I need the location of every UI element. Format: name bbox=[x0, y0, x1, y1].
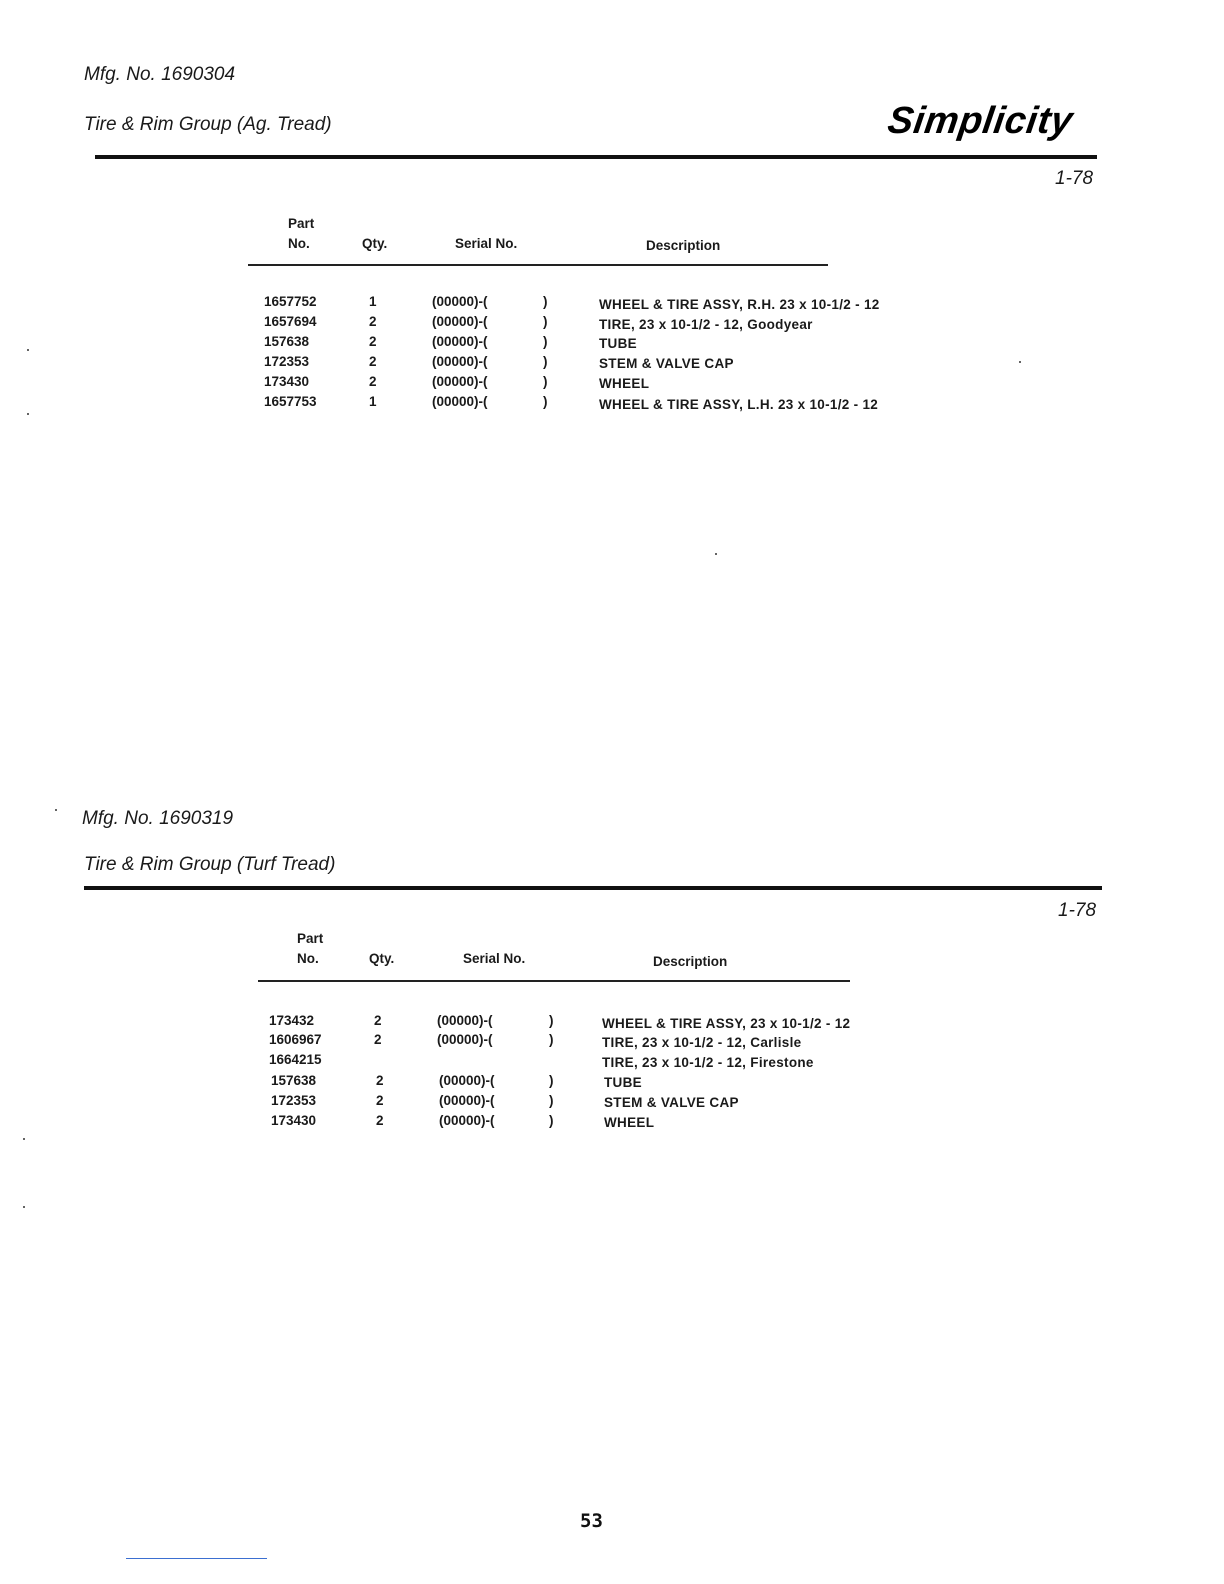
part-number: 173432 bbox=[269, 1013, 315, 1028]
serial-to: ) bbox=[549, 1113, 554, 1128]
date-code: 1-78 bbox=[1058, 900, 1097, 921]
serial-to: ) bbox=[543, 354, 548, 369]
quantity: 2 bbox=[374, 1013, 382, 1028]
description: TIRE, 23 x 10-1/2 - 12, Goodyear bbox=[599, 317, 813, 332]
col-part-line1: Part bbox=[288, 216, 315, 231]
serial-from: (00000)-( bbox=[439, 1073, 495, 1088]
serial-to: ) bbox=[543, 374, 548, 389]
description: TIRE, 23 x 10-1/2 - 12, Firestone bbox=[602, 1055, 814, 1070]
quantity: 2 bbox=[374, 1032, 382, 1047]
serial-from: (00000)-( bbox=[432, 374, 488, 389]
date-code: 1-78 bbox=[1055, 168, 1094, 189]
part-number: 1657753 bbox=[264, 394, 317, 409]
scan-speck bbox=[23, 1206, 25, 1208]
column-rule bbox=[258, 980, 850, 982]
description: WHEEL & TIRE ASSY, 23 x 10-1/2 - 12 bbox=[602, 1016, 851, 1031]
header-rule bbox=[84, 886, 1102, 890]
mfg-number: Mfg. No. 1690319 bbox=[82, 808, 234, 829]
quantity: 2 bbox=[376, 1073, 384, 1088]
serial-to: ) bbox=[543, 314, 548, 329]
part-number: 1664215 bbox=[269, 1052, 322, 1067]
column-rule bbox=[248, 264, 828, 266]
col-part-line2: No. bbox=[288, 236, 310, 251]
serial-to: ) bbox=[549, 1093, 554, 1108]
serial-from: (00000)-( bbox=[439, 1113, 495, 1128]
col-part-line1: Part bbox=[297, 931, 324, 946]
scan-speck bbox=[27, 349, 29, 351]
quantity: 1 bbox=[369, 394, 377, 409]
scan-speck bbox=[1019, 361, 1021, 363]
part-number: 1606967 bbox=[269, 1032, 322, 1047]
part-number: 172353 bbox=[271, 1093, 317, 1108]
mfg-number: Mfg. No. 1690304 bbox=[84, 64, 236, 85]
serial-from: (00000)-( bbox=[439, 1093, 495, 1108]
serial-to: ) bbox=[549, 1013, 554, 1028]
quantity: 2 bbox=[369, 374, 377, 389]
serial-from: (00000)-( bbox=[432, 354, 488, 369]
scan-speck bbox=[27, 413, 29, 415]
col-part-line2: No. bbox=[297, 951, 319, 966]
description: TUBE bbox=[599, 336, 637, 351]
serial-from: (00000)-( bbox=[432, 294, 488, 309]
col-serial: Serial No. bbox=[455, 236, 518, 251]
description: WHEEL bbox=[599, 376, 650, 391]
scan-speck bbox=[715, 553, 717, 555]
description: TUBE bbox=[604, 1075, 642, 1090]
col-qty: Qty. bbox=[362, 236, 388, 251]
serial-from: (00000)-( bbox=[437, 1013, 493, 1028]
serial-from: (00000)-( bbox=[437, 1032, 493, 1047]
group-title: Tire & Rim Group (Ag. Tread) bbox=[84, 114, 332, 135]
col-qty: Qty. bbox=[369, 951, 395, 966]
part-number: 157638 bbox=[271, 1073, 317, 1088]
description: TIRE, 23 x 10-1/2 - 12, Carlisle bbox=[602, 1035, 802, 1050]
serial-to: ) bbox=[543, 334, 548, 349]
part-number: 172353 bbox=[264, 354, 310, 369]
header-rule bbox=[95, 155, 1097, 159]
col-serial: Serial No. bbox=[463, 951, 526, 966]
part-number: 173430 bbox=[271, 1113, 317, 1128]
description: WHEEL & TIRE ASSY, L.H. 23 x 10-1/2 - 12 bbox=[599, 397, 879, 412]
brand-logo: Simplicity bbox=[885, 100, 1076, 142]
col-description: Description bbox=[646, 238, 721, 253]
description: WHEEL bbox=[604, 1115, 655, 1130]
quantity: 2 bbox=[369, 334, 377, 349]
description: WHEEL & TIRE ASSY, R.H. 23 x 10-1/2 - 12 bbox=[599, 297, 880, 312]
col-description: Description bbox=[653, 954, 728, 969]
serial-to: ) bbox=[543, 394, 548, 409]
quantity: 2 bbox=[376, 1113, 384, 1128]
serial-from: (00000)-( bbox=[432, 314, 488, 329]
part-number: 1657694 bbox=[264, 314, 317, 329]
description: STEM & VALVE CAP bbox=[604, 1095, 739, 1110]
part-number: 173430 bbox=[264, 374, 310, 389]
quantity: 2 bbox=[376, 1093, 384, 1108]
description: STEM & VALVE CAP bbox=[599, 356, 734, 371]
quantity: 2 bbox=[369, 314, 377, 329]
scan-speck bbox=[23, 1138, 25, 1140]
page-number: 53 bbox=[580, 1510, 603, 1532]
footer-link-line bbox=[126, 1558, 267, 1559]
quantity: 1 bbox=[369, 294, 377, 309]
serial-to: ) bbox=[549, 1032, 554, 1047]
serial-to: ) bbox=[549, 1073, 554, 1088]
serial-from: (00000)-( bbox=[432, 394, 488, 409]
part-number: 157638 bbox=[264, 334, 310, 349]
part-number: 1657752 bbox=[264, 294, 317, 309]
group-title: Tire & Rim Group (Turf Tread) bbox=[84, 854, 336, 875]
quantity: 2 bbox=[369, 354, 377, 369]
scan-speck bbox=[55, 809, 57, 811]
serial-from: (00000)-( bbox=[432, 334, 488, 349]
serial-to: ) bbox=[543, 294, 548, 309]
